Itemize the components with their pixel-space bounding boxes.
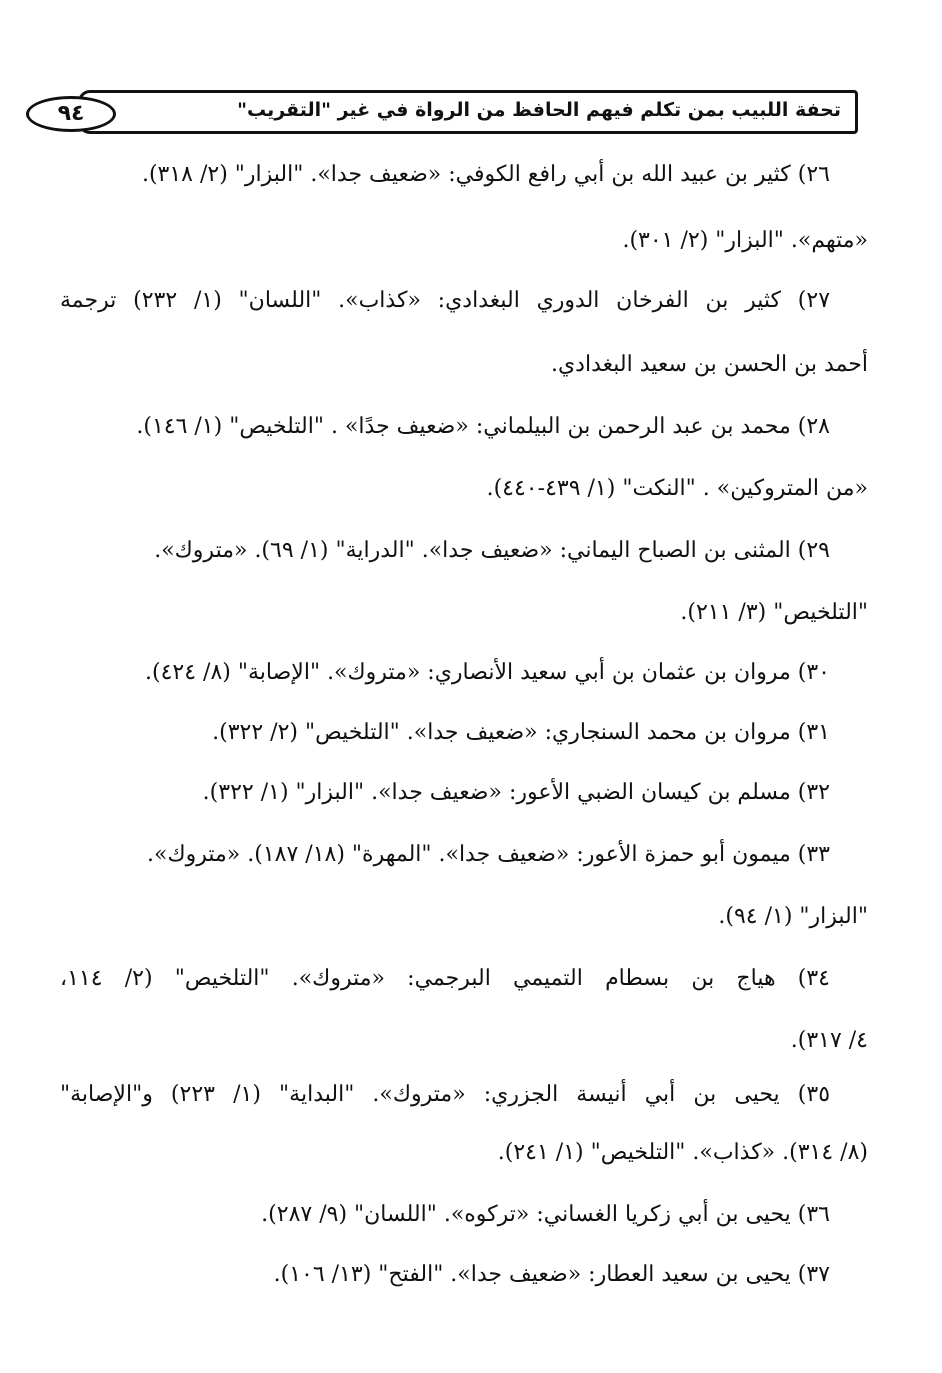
header-title: تحفة اللبيب بمن تكلم فيهم الحافظ من الرواة في غير "التقريب" <box>237 99 841 121</box>
running-header <box>78 90 858 134</box>
text-line-27-cont: أحمد بن الحسن بن سعيد البغدادي. <box>550 352 868 377</box>
text-line-26: ٢٦) كثير بن عبيد الله بن أبي رافع الكوفي: «ضعيف جدا». "البزار" (٢/ ٣١٨). <box>141 162 830 187</box>
text-line-26-cont: «متهم». "البزار" (٢/ ٣٠١). <box>622 228 868 253</box>
text-line-30: ٣٠) مروان بن عثمان بن أبي سعيد الأنصاري: «متروك». "الإصابة" (٨/ ٤٢٤). <box>145 660 830 685</box>
text-line-29: ٢٩) المثنى بن الصباح اليماني: «ضعيف جدا». "الدراية" (١/ ٦٩). «متروك». <box>154 538 830 563</box>
text-line-28-cont: «من المتروكين» . "النكت" (١/ ٤٣٩-٤٤٠). <box>486 476 868 501</box>
text-line-35-cont: (٨/ ٣١٤). «كذاب». "التلخيص" (١/ ٢٤١). <box>497 1140 868 1165</box>
text-line-31: ٣١) مروان بن محمد السنجاري: «ضعيف جدا». "التلخيص" (٢/ ٣٢٢). <box>212 720 830 745</box>
text-line-37: ٣٧) يحيى بن سعيد العطار: «ضعيف جدا». "الفتح" (١٣/ ١٠٦). <box>273 1262 830 1287</box>
text-line-34: ٣٤) هياج بن بسطام التميمي البرجمي: «متروك». "التلخيص" (٢/ ١١٤، <box>60 966 830 991</box>
text-line-33: ٣٣) ميمون أبو حمزة الأعور: «ضعيف جدا». "المهرة" (١٨/ ١٨٧). «متروك». <box>147 842 830 867</box>
page-number: ٩٤ <box>26 96 116 132</box>
text-line-35: ٣٥) يحيى بن أبي أنيسة الجزري: «متروك». "البداية" (١/ ٢٢٣) و"الإصابة" <box>60 1082 831 1107</box>
text-line-34-cont: ٤/ ٣١٧). <box>790 1028 868 1053</box>
text-line-33-cont: "البزار" (١/ ٩٤). <box>718 904 868 929</box>
text-line-32: ٣٢) مسلم بن كيسان الضبي الأعور: «ضعيف جدا». "البزار" (١/ ٣٢٢). <box>202 780 830 805</box>
text-line-36: ٣٦) يحيى بن أبي زكريا الغساني: «تركوه». "اللسان" (٩/ ٢٨٧). <box>261 1202 830 1227</box>
text-line-29-cont: "التلخيص" (٣/ ٢١١). <box>680 600 868 625</box>
text-line-28: ٢٨) محمد بن عبد الرحمن بن البيلماني: «ضعيف جدًا» . "التلخيص" (١/ ١٤٦). <box>136 414 830 439</box>
text-line-27: ٢٧) كثير بن الفرخان الدوري البغدادي: «كذاب». "اللسان" (١/ ٢٣٢) ترجمة <box>60 288 831 313</box>
